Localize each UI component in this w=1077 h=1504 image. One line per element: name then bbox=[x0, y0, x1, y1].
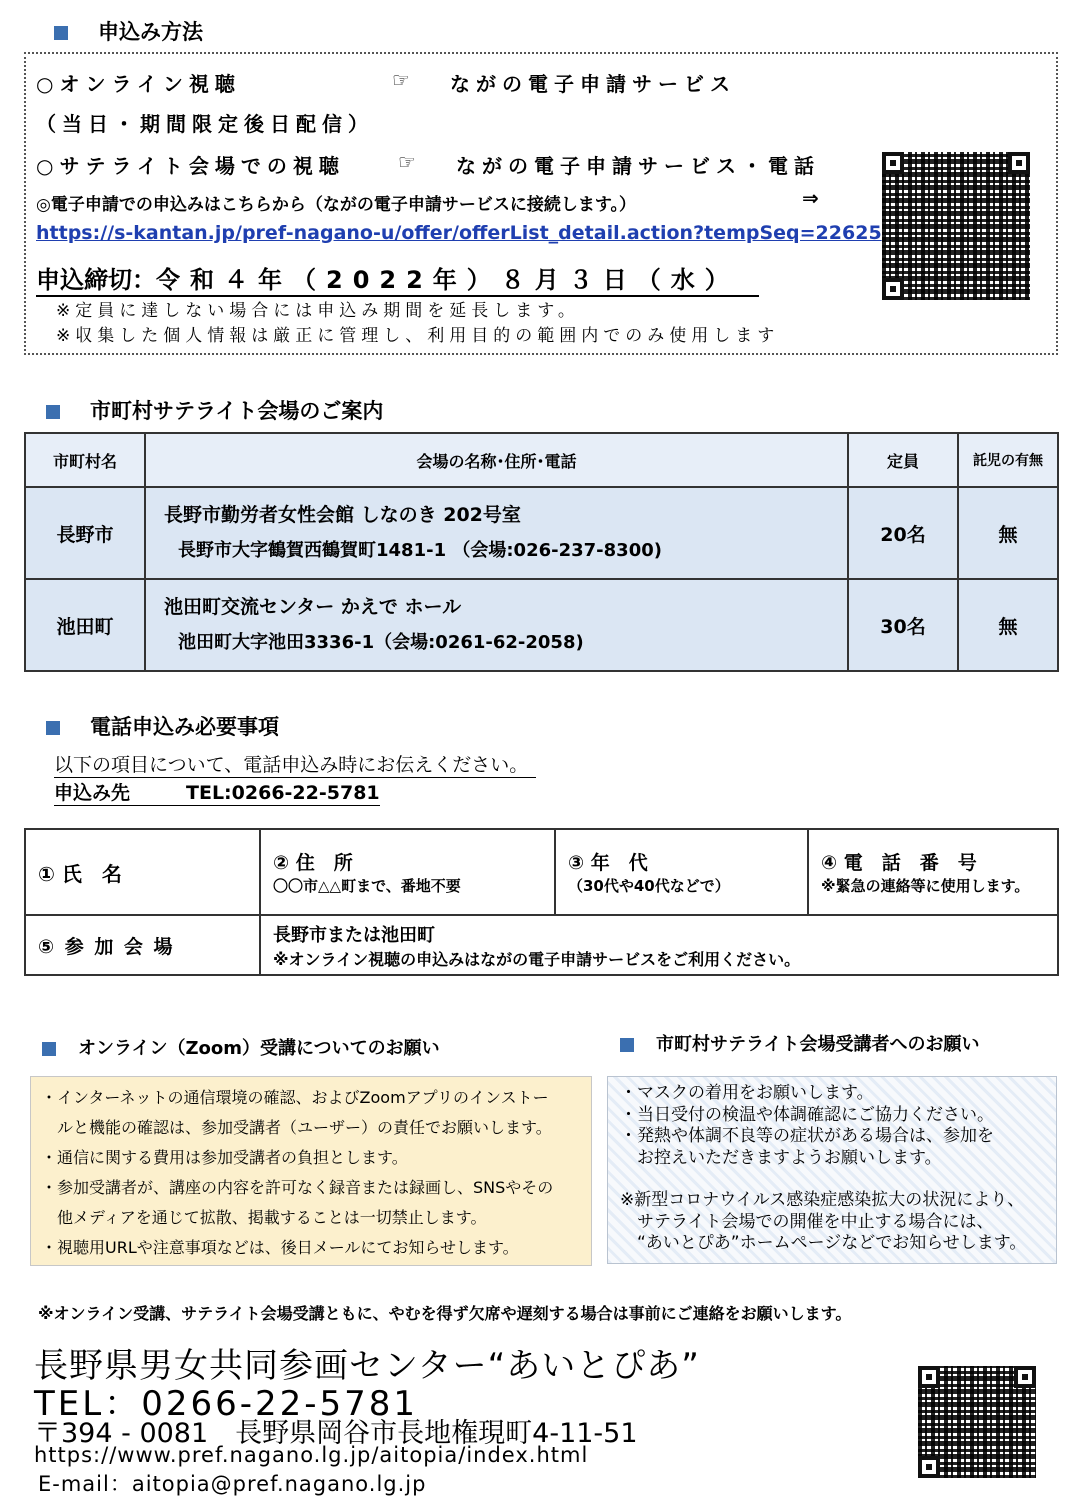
section-title-apply: 申込み方法 bbox=[54, 16, 203, 46]
field-address: ② 住 所 〇〇市△△町まで、番地不要 bbox=[260, 829, 555, 915]
venue-address: 池田町大字池田3336-1（会場:0261-62-2058) bbox=[178, 632, 584, 653]
square-bullet-icon bbox=[54, 26, 68, 40]
list-item: ・マスクの着用をお願いします。 bbox=[620, 1083, 874, 1103]
field-phone: ④ 電 話 番 号 ※緊急の連絡等に使用します。 bbox=[808, 829, 1058, 915]
list-item: 他メディアを通じて拡散、掲載することは一切禁止します。 bbox=[41, 1208, 487, 1227]
city-cell: 池田町 bbox=[25, 579, 145, 671]
col-capacity: 定員 bbox=[848, 433, 958, 487]
note-extension: ※定員に達しない場合には申込み期間を延長します。 bbox=[56, 301, 580, 321]
square-bullet-icon bbox=[46, 721, 60, 735]
capacity-cell: 30名 bbox=[848, 579, 958, 671]
satellite-label: ○サテライト会場での視聴 bbox=[36, 154, 345, 178]
deadline bbox=[36, 260, 759, 297]
contact-line bbox=[54, 778, 380, 806]
childcare-cell: 無 bbox=[958, 579, 1058, 671]
list-item: お控えいただきますようお願いします。 bbox=[620, 1147, 942, 1168]
list-item: ・視聴用URLや注意事項などは、後日メールにてお知らせします。 bbox=[41, 1238, 519, 1257]
list-item: ・当日受付の検温や体調確認にご協力ください。 bbox=[620, 1104, 994, 1125]
online-label: ○オンライン視聴 bbox=[36, 72, 241, 96]
deadline-label: 申込締切： bbox=[36, 266, 156, 294]
online-sub: （当日・期間限定後日配信） bbox=[36, 112, 374, 136]
absence-notice: ※オンライン受講、サテライト会場受講ともに、やむを得ず欠席や遅刻する場合は事前にご連絡をお願いします。 bbox=[38, 1304, 852, 1323]
table-row bbox=[25, 579, 1058, 671]
venue-cell bbox=[145, 579, 848, 671]
list-item: サテライト会場での開催を中止する場合には、 bbox=[620, 1211, 994, 1232]
list-item: “あいとぴあ”ホームページなどでお知らせします。 bbox=[620, 1233, 1027, 1253]
field-age: ③ 年 代 （30代や40代などで） bbox=[555, 829, 808, 915]
list-item bbox=[620, 1169, 1056, 1190]
col-venue: 会場の名称･住所･電話 bbox=[145, 433, 848, 487]
col-childcare: 託児の有無 bbox=[958, 433, 1058, 487]
venue-address: 長野市大字鶴賀西鶴賀町1481-1 （会場:026-237-8300) bbox=[178, 540, 662, 561]
venue-name: 池田町交流センター かえで ホール bbox=[164, 596, 462, 618]
list-item: ルと機能の確認は、参加受講者（ユーザー）の責任でお願いします。 bbox=[41, 1118, 552, 1137]
list-item: ・参加受講者が、講座の内容を許可なく録音または録画し、SNSやその bbox=[41, 1178, 554, 1197]
square-bullet-icon bbox=[620, 1038, 634, 1052]
capacity-cell: 20名 bbox=[848, 487, 958, 579]
apply-url-link[interactable]: https://s-kantan.jp/pref-nagano-u/offer/offerList_detail.action?tempSeq=22625 bbox=[36, 222, 882, 244]
apply-method-box bbox=[24, 52, 1058, 355]
square-bullet-icon bbox=[46, 405, 60, 419]
right-arrow-icon: ⇒ bbox=[802, 186, 819, 210]
col-city: 市町村名 bbox=[25, 433, 145, 487]
table-row bbox=[25, 915, 1058, 975]
apply-note: ◎電子申請での申込みはこちらから（ながの電子申請サービスに接続します。） bbox=[36, 195, 636, 215]
online-requests-title: オンライン（Zoom）受講についてのお願い bbox=[42, 1034, 440, 1060]
pointing-hand-icon: ☞ bbox=[398, 150, 422, 174]
qr-code-apply[interactable] bbox=[882, 152, 1030, 300]
online-service: ながの電子申請サービス bbox=[450, 72, 736, 96]
deadline-value: 令和４年（2022年）８月３日（水） bbox=[156, 266, 739, 294]
field-name: ① 氏 名 bbox=[25, 829, 260, 915]
required-fields-table bbox=[24, 828, 1059, 976]
online-requests-box bbox=[30, 1076, 592, 1266]
table-header-row bbox=[25, 433, 1058, 487]
contact-label: 申込み先 bbox=[54, 782, 131, 804]
note-privacy: ※収集した個人情報は厳正に管理し、利用目的の範囲内でのみ使用します bbox=[56, 326, 780, 346]
table-row bbox=[25, 829, 1058, 915]
childcare-cell: 無 bbox=[958, 487, 1058, 579]
qr-code-website[interactable] bbox=[918, 1366, 1036, 1478]
city-cell: 長野市 bbox=[25, 487, 145, 579]
satellite-service: ながの電子申請サービス・電話 bbox=[456, 154, 820, 178]
list-item: ※新型コロナウイルス感染症感染拡大の状況により、 bbox=[620, 1190, 1025, 1210]
list-item: ・インターネットの通信環境の確認、およびZoomアプリのインストー bbox=[41, 1088, 549, 1107]
square-bullet-icon bbox=[42, 1042, 56, 1056]
org-name: 長野県男女共同参画センター“あいとぴあ” bbox=[34, 1346, 700, 1386]
pointing-hand-icon: ☞ bbox=[392, 68, 416, 92]
list-item: ・通信に関する費用は参加受講者の負担とします。 bbox=[41, 1148, 408, 1167]
phone-intro: 以下の項目について、電話申込み時にお伝えください。 bbox=[54, 750, 536, 778]
table-row bbox=[25, 487, 1058, 579]
venue-cell bbox=[145, 487, 848, 579]
org-url-link[interactable]: https://www.pref.nagano.lg.jp/aitopia/index.html bbox=[34, 1443, 589, 1467]
section-title-satellite: 市町村サテライト会場のご案内 bbox=[46, 395, 383, 425]
org-tel: TEL：0266-22-5781 bbox=[34, 1384, 419, 1424]
list-item: ・発熱や体調不良等の症状がある場合は、参加を bbox=[620, 1126, 994, 1146]
org-email-link[interactable]: E-mail：aitopia@pref.nagano.lg.jp bbox=[38, 1472, 427, 1496]
field-venue-value: 長野市または池田町 ※オンライン視聴の申込みはながの電子申請サービスをご利用ください。 bbox=[260, 915, 1058, 975]
venue-table bbox=[24, 432, 1059, 672]
org-address: 〒394 - 0081 長野県岡谷市長地権現町4-11-51 bbox=[34, 1418, 638, 1449]
section-title-phone: 電話申込み必要事項 bbox=[46, 711, 279, 741]
satellite-requests-box bbox=[607, 1076, 1057, 1264]
venue-name: 長野市勤労者女性会館 しなのき 202号室 bbox=[164, 504, 521, 526]
contact-tel: TEL:0266-22-5781 bbox=[186, 782, 380, 804]
satellite-requests-title: 市町村サテライト会場受講者へのお願い bbox=[620, 1030, 979, 1056]
field-venue: ⑤ 参 加 会 場 bbox=[25, 915, 260, 975]
